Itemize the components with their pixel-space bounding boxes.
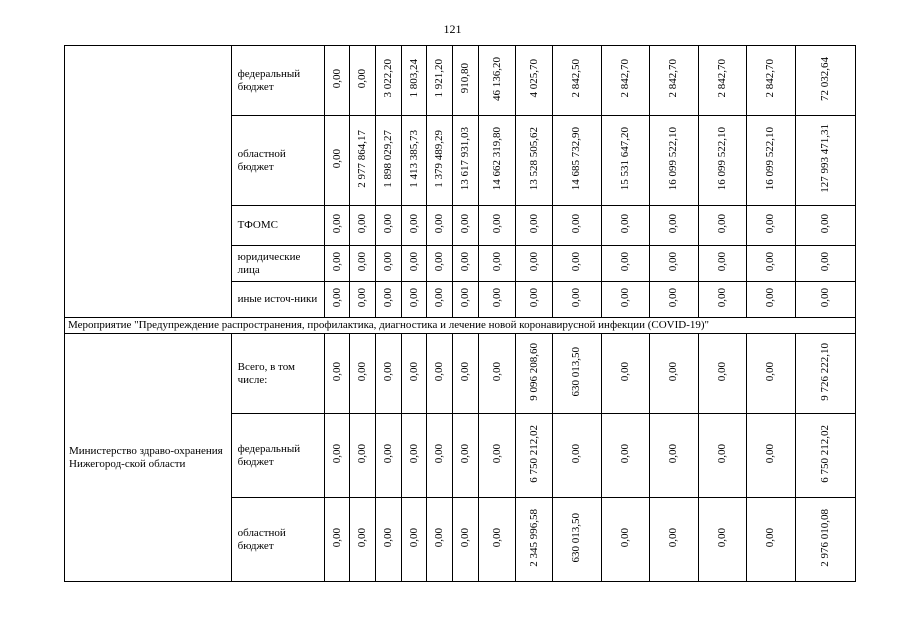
value-text: 0,00 (407, 443, 420, 464)
value-text: 910,80 (459, 63, 472, 94)
value-cell (516, 414, 553, 498)
value-cell (747, 246, 796, 282)
value-text: 0,00 (618, 361, 631, 382)
owner-cell (65, 46, 232, 318)
value-text: 0,00 (570, 251, 583, 272)
value-text: 0,00 (459, 443, 472, 464)
value-text: 1 413 385,73 (407, 129, 420, 188)
budget-table (64, 45, 856, 582)
value-text: 0,00 (355, 361, 368, 382)
value-cell (453, 116, 479, 206)
value-cell (650, 282, 699, 318)
value-text: 2 842,70 (764, 59, 777, 98)
value-text: 13 528 505,62 (527, 126, 540, 191)
value-cell (479, 116, 516, 206)
value-cell (650, 116, 699, 206)
value-text: 0,00 (407, 361, 420, 382)
value-cell (479, 206, 516, 246)
value-text: 0,00 (382, 443, 395, 464)
value-cell (325, 46, 349, 116)
value-cell (349, 116, 375, 206)
value-cell (325, 334, 349, 414)
value-text: 0,00 (432, 213, 445, 234)
value-text: 0,00 (667, 287, 680, 308)
value-cell (479, 334, 516, 414)
value-cell (349, 498, 375, 582)
value-cell (795, 46, 855, 116)
value-cell (402, 498, 426, 582)
value-text: 1 803,24 (407, 59, 420, 98)
value-text: 4 025,70 (527, 59, 540, 98)
value-text: 0,00 (432, 287, 445, 308)
value-cell (479, 414, 516, 498)
value-text: 0,00 (667, 443, 680, 464)
source-cell: Всего, в том числе: (231, 334, 325, 414)
value-cell (426, 206, 452, 246)
value-text: 0,00 (355, 213, 368, 234)
value-cell (553, 246, 602, 282)
value-cell (553, 282, 602, 318)
value-text: 0,00 (527, 213, 540, 234)
value-cell (325, 246, 349, 282)
value-cell (516, 46, 553, 116)
table-body-bottom (65, 334, 856, 582)
value-text: 0,00 (355, 443, 368, 464)
value-text: 15 531 647,20 (618, 126, 631, 191)
value-text: 2 842,50 (570, 59, 583, 98)
value-text: 0,00 (490, 287, 503, 308)
value-text: 0,00 (764, 443, 777, 464)
source-cell: иные источ-ники (231, 282, 325, 318)
value-text: 0,00 (667, 251, 680, 272)
value-text: 0,00 (355, 527, 368, 548)
value-cell (650, 414, 699, 498)
value-cell (650, 246, 699, 282)
value-text: 0,00 (490, 361, 503, 382)
value-cell (426, 414, 452, 498)
value-cell (453, 46, 479, 116)
value-cell (747, 282, 796, 318)
value-cell (747, 334, 796, 414)
value-cell (453, 282, 479, 318)
value-cell (601, 282, 650, 318)
value-cell (795, 414, 855, 498)
value-cell (453, 206, 479, 246)
owner-cell: Министерство здраво-охранения Нижегород-ской области (65, 334, 232, 582)
value-text: 0,00 (818, 213, 831, 234)
source-cell: областной бюджет (231, 498, 325, 582)
value-text: 2 345 996,58 (527, 508, 540, 567)
value-cell (376, 246, 402, 282)
value-cell (453, 498, 479, 582)
value-text: 0,00 (618, 287, 631, 308)
value-text: 0,00 (382, 287, 395, 308)
value-cell (516, 334, 553, 414)
value-text: 0,00 (330, 251, 343, 272)
value-cell (402, 334, 426, 414)
value-text: 0,00 (407, 287, 420, 308)
value-text: 630 013,50 (570, 346, 583, 397)
value-text: 0,00 (330, 527, 343, 548)
value-text: 630 013,50 (570, 512, 583, 563)
value-text: 0,00 (459, 361, 472, 382)
value-text: 0,00 (715, 361, 728, 382)
value-cell (376, 46, 402, 116)
value-text: 0,00 (355, 287, 368, 308)
value-text: 3 022,20 (382, 59, 395, 98)
value-cell (601, 498, 650, 582)
value-cell (453, 334, 479, 414)
value-text: 0,00 (764, 527, 777, 548)
value-text: 0,00 (715, 213, 728, 234)
value-cell (698, 414, 747, 498)
value-cell (795, 246, 855, 282)
value-text: 0,00 (330, 443, 343, 464)
value-cell (553, 116, 602, 206)
value-cell (325, 414, 349, 498)
value-text: 0,00 (432, 251, 445, 272)
value-cell (426, 282, 452, 318)
value-text: 0,00 (407, 213, 420, 234)
value-cell (402, 282, 426, 318)
value-text: 2 842,70 (667, 59, 680, 98)
value-cell (553, 46, 602, 116)
value-text: 0,00 (618, 213, 631, 234)
value-text: 0,00 (407, 527, 420, 548)
value-cell (479, 498, 516, 582)
value-text: 0,00 (618, 443, 631, 464)
value-cell (698, 498, 747, 582)
value-text: 2 977 864,17 (355, 129, 368, 188)
value-cell (376, 334, 402, 414)
value-cell (349, 414, 375, 498)
value-cell (698, 246, 747, 282)
value-cell (747, 414, 796, 498)
value-cell (376, 206, 402, 246)
value-cell (349, 46, 375, 116)
value-text: 16 099 522,10 (715, 126, 728, 191)
value-cell (601, 414, 650, 498)
value-text: 2 842,70 (715, 59, 728, 98)
value-cell (795, 116, 855, 206)
value-text: 0,00 (715, 251, 728, 272)
value-cell (747, 206, 796, 246)
value-cell (426, 246, 452, 282)
value-cell (650, 498, 699, 582)
value-cell (453, 414, 479, 498)
value-text: 46 136,20 (490, 56, 503, 101)
value-cell (479, 246, 516, 282)
value-cell (426, 498, 452, 582)
value-text: 0,00 (570, 287, 583, 308)
value-cell (795, 334, 855, 414)
value-cell (650, 206, 699, 246)
value-text: 0,00 (527, 251, 540, 272)
value-cell (479, 282, 516, 318)
value-text: 0,00 (715, 287, 728, 308)
table-row (65, 334, 856, 414)
value-text: 6 750 212,02 (818, 424, 831, 483)
source-cell: федеральный бюджет (231, 414, 325, 498)
value-text: 0,00 (490, 251, 503, 272)
value-text: 1 921,20 (432, 59, 445, 98)
value-text: 0,00 (764, 251, 777, 272)
value-cell (516, 116, 553, 206)
value-text: 0,00 (818, 251, 831, 272)
value-cell (650, 334, 699, 414)
value-cell (376, 282, 402, 318)
value-text: 0,00 (432, 443, 445, 464)
value-text: 0,00 (527, 287, 540, 308)
value-text: 14 685 732,90 (570, 126, 583, 191)
value-cell (698, 282, 747, 318)
value-text: 0,00 (459, 251, 472, 272)
value-cell (516, 498, 553, 582)
value-text: 0,00 (330, 287, 343, 308)
value-cell (698, 116, 747, 206)
value-text: 0,00 (667, 361, 680, 382)
value-text: 14 662 319,80 (490, 126, 503, 191)
value-text: 0,00 (764, 213, 777, 234)
value-cell (426, 334, 452, 414)
page-number: 121 (443, 22, 462, 36)
value-cell (795, 206, 855, 246)
value-text: 0,00 (330, 213, 343, 234)
value-cell (402, 414, 426, 498)
value-cell (376, 414, 402, 498)
value-cell (795, 498, 855, 582)
value-text: 0,00 (618, 251, 631, 272)
source-cell: областной бюджет (231, 116, 325, 206)
value-text: 9 726 222,10 (818, 342, 831, 401)
source-cell: федеральный бюджет (231, 46, 325, 116)
value-cell (650, 46, 699, 116)
value-text: 0,00 (459, 287, 472, 308)
value-text: 0,00 (330, 148, 343, 169)
value-cell (349, 282, 375, 318)
value-cell (601, 206, 650, 246)
value-cell (479, 46, 516, 116)
value-text: 0,00 (355, 68, 368, 89)
value-text: 0,00 (570, 443, 583, 464)
value-text: 0,00 (459, 213, 472, 234)
table-body-event (65, 318, 856, 334)
table-body-top (65, 46, 856, 318)
value-cell (601, 116, 650, 206)
event-title: Мероприятие "Предупреждение распространения, профилактика, диагностика и лечение новой коронавирусной инфекции (COVID-19)" (65, 318, 856, 334)
value-text: 0,00 (667, 527, 680, 548)
value-cell (553, 334, 602, 414)
value-text: 0,00 (764, 287, 777, 308)
value-text: 0,00 (764, 361, 777, 382)
value-text: 0,00 (432, 361, 445, 382)
value-cell (349, 334, 375, 414)
value-text: 9 096 208,60 (527, 342, 540, 401)
value-cell (601, 334, 650, 414)
value-text: 0,00 (330, 68, 343, 89)
value-text: 0,00 (407, 251, 420, 272)
value-cell (349, 206, 375, 246)
value-cell (376, 116, 402, 206)
value-text: 0,00 (382, 527, 395, 548)
value-text: 0,00 (715, 443, 728, 464)
value-text: 0,00 (490, 527, 503, 548)
value-text: 0,00 (382, 361, 395, 382)
value-cell (516, 282, 553, 318)
value-cell (601, 246, 650, 282)
value-text: 0,00 (618, 527, 631, 548)
value-text: 1 898 029,27 (382, 129, 395, 188)
value-text: 0,00 (715, 527, 728, 548)
value-cell (402, 46, 426, 116)
value-cell (698, 46, 747, 116)
value-cell (747, 498, 796, 582)
value-cell (698, 206, 747, 246)
value-text: 0,00 (382, 251, 395, 272)
value-text: 0,00 (330, 361, 343, 382)
value-text: 0,00 (490, 443, 503, 464)
value-text: 0,00 (432, 527, 445, 548)
value-cell (349, 246, 375, 282)
value-text: 0,00 (667, 213, 680, 234)
value-cell (325, 498, 349, 582)
value-text: 13 617 931,03 (459, 126, 472, 191)
value-cell (325, 282, 349, 318)
value-text: 0,00 (570, 213, 583, 234)
value-cell (516, 246, 553, 282)
value-text: 0,00 (355, 251, 368, 272)
table-row (65, 46, 856, 116)
value-cell (426, 116, 452, 206)
value-cell (553, 414, 602, 498)
source-cell: ТФОМС (231, 206, 325, 246)
value-cell (553, 206, 602, 246)
value-cell (698, 334, 747, 414)
value-text: 1 379 489,29 (432, 129, 445, 188)
value-text: 72 032,64 (818, 56, 831, 101)
value-text: 2 976 010,08 (818, 508, 831, 567)
value-text: 0,00 (382, 213, 395, 234)
value-cell (325, 206, 349, 246)
value-cell (453, 246, 479, 282)
value-cell (795, 282, 855, 318)
value-cell (553, 498, 602, 582)
value-cell (402, 116, 426, 206)
value-text: 0,00 (459, 527, 472, 548)
source-cell: юридические лица (231, 246, 325, 282)
value-text: 127 993 471,31 (818, 124, 831, 193)
value-cell (516, 206, 553, 246)
value-text: 16 099 522,10 (667, 126, 680, 191)
value-cell (426, 46, 452, 116)
event-row (65, 318, 856, 334)
value-text: 2 842,70 (618, 59, 631, 98)
value-cell (402, 206, 426, 246)
value-cell (601, 46, 650, 116)
value-cell (747, 46, 796, 116)
value-cell (376, 498, 402, 582)
value-text: 0,00 (818, 287, 831, 308)
value-text: 6 750 212,02 (527, 424, 540, 483)
value-cell (402, 246, 426, 282)
value-text: 0,00 (490, 213, 503, 234)
value-cell (325, 116, 349, 206)
value-text: 16 099 522,10 (764, 126, 777, 191)
value-cell (747, 116, 796, 206)
